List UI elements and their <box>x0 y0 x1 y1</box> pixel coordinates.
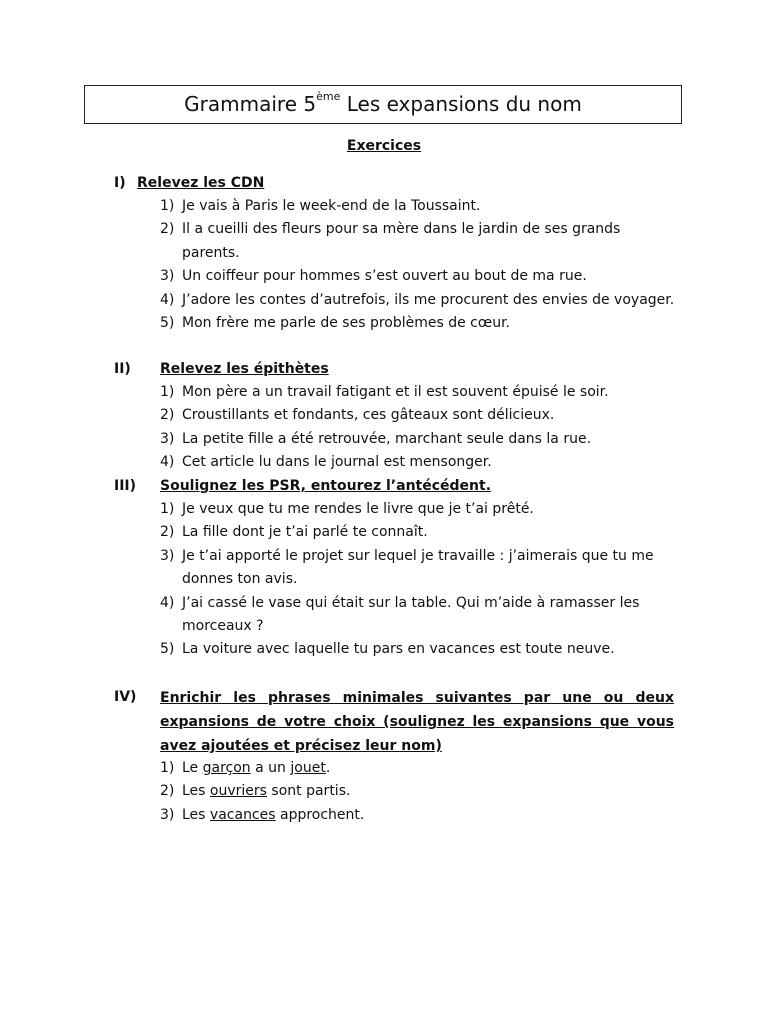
list-item: 5) La voiture avec laquelle tu pars en vacances est toute neuve. <box>160 641 615 658</box>
list-item: 2) Les ouvriers sont partis. <box>160 783 351 800</box>
list-item: 4) Cet article lu dans le journal est mensonger. <box>160 454 492 471</box>
subtitle: Exercices <box>346 138 422 154</box>
list-item: 3) La petite fille a été retrouvée, marchant seule dans la rue. <box>160 430 592 447</box>
section-number: IV) <box>114 689 137 705</box>
section-title: Relevez les CDN <box>137 175 265 191</box>
section-title: Relevez les épithètes <box>160 361 329 377</box>
title-superscript: ème <box>316 90 341 103</box>
list-item: 3) Je t’ai apporté le projet sur lequel je travaille : j’aimerais que tu me donnes ton avis. <box>160 547 654 588</box>
section-1-list <box>160 195 680 335</box>
list-item: 4) J’adore les contes d’autrefois, ils me procurent des envies de voyager. <box>160 291 675 308</box>
list-item: 1) Mon père a un travail fatigant et il est souvent épuisé le soir. <box>160 384 609 400</box>
list-item: 3) Un coiffeur pour hommes s’est ouvert au bout de ma rue. <box>160 268 587 285</box>
title-suffix: Les expansions du nom <box>340 92 582 116</box>
section-4-list <box>160 757 680 827</box>
title-prefix: Grammaire 5 <box>184 92 317 116</box>
list-item: 1) Je veux que tu me rendes le livre que je t’ai prêté. <box>160 501 534 517</box>
list-item: 5) Mon frère me parle de ses problèmes de cœur. <box>160 315 510 332</box>
section-4-heading: Enrichir les phrases minimales suivantes par une ou deux expansions de votre choix (soulignez les expansions que vous avez ajoutées et précisez leur nom) <box>160 690 674 754</box>
section-2-list <box>160 381 680 475</box>
list-item: 2) Il a cueilli des fleurs pour sa mère dans le jardin de ses grands parents. <box>160 221 621 261</box>
list-item: 2) La fille dont je t’ai parlé te connaît. <box>160 524 428 541</box>
list-item: 3) Les vacances approchent. <box>160 806 365 823</box>
list-item: 1) Le garçon a un jouet. <box>160 760 331 776</box>
section-number: II) <box>114 361 131 377</box>
section-number: III) <box>114 478 137 494</box>
list-item: 2) Croustillants et fondants, ces gâteaux sont délicieux. <box>160 407 555 424</box>
section-title: Soulignez les PSR, entourez l’antécédent. <box>160 478 492 494</box>
list-item: 1) Je vais à Paris le week-end de la Toussaint. <box>160 198 481 214</box>
section-number: I) <box>114 175 126 191</box>
section-3-list <box>160 498 680 662</box>
page-title <box>84 85 682 124</box>
list-item: 4) J’ai cassé le vase qui était sur la table. Qui m’aide à ramasser les morceaux ? <box>160 594 640 635</box>
